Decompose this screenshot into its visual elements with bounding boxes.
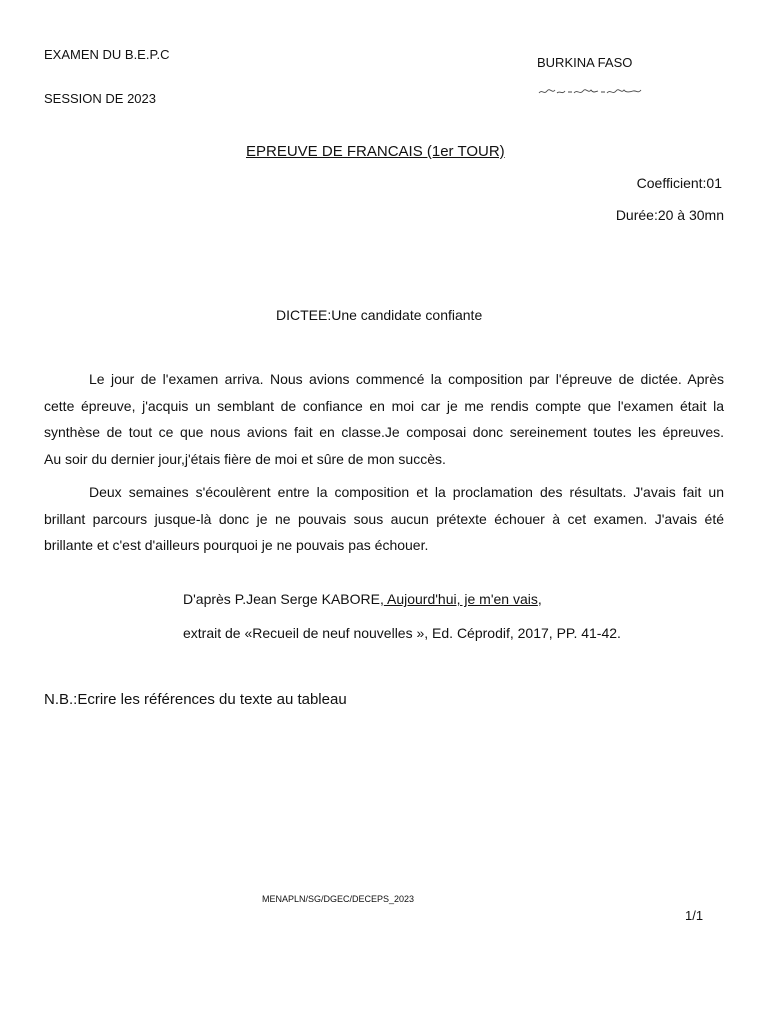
reference-author: D'après P.Jean Serge KABORE,: [183, 591, 384, 607]
footer-code: MENAPLN/SG/DGEC/DECEPS_2023: [262, 894, 415, 904]
page-number: 1/1: [685, 908, 704, 923]
exam-label: EXAMEN DU B.E.P.C: [44, 47, 170, 62]
paragraph-line: Au soir du dernier jour,j'étais fière de moi et sûre de mon succès.: [44, 450, 446, 467]
paragraph-line: cette épreuve, j'acquis un semblant de confiance en moi car je me rendis compte que l'examen était la: [44, 397, 724, 414]
exam-title: EPREUVE DE FRANCAIS (1er TOUR): [246, 143, 505, 160]
national-motto-image: [538, 87, 642, 96]
country-label: BURKINA FASO: [537, 55, 633, 70]
dictation-title: DICTEE:Une candidate confiante: [276, 307, 483, 323]
reference-book-title: Aujourd'hui, je m'en vais: [383, 591, 538, 607]
paragraph-line: Deux semaines s'écoulèrent entre la composition et la proclamation des résultats. J'avais fait un: [89, 484, 724, 500]
dictation-paragraph-2: [44, 479, 724, 559]
reference-comma: ,: [537, 591, 542, 607]
reference-extract: extrait de «Recueil de neuf nouvelles », Ed. Céprodif, 2017, PP. 41-42.: [183, 625, 621, 641]
teacher-note: N.B.:Ecrire les références du texte au tableau: [44, 691, 347, 708]
paragraph-line: brillante et c'est d'ailleurs pourquoi je ne pouvais pas échouer.: [44, 537, 429, 553]
paragraph-line: synthèse de tout ce que nous avions fait en classe.Je composai donc sereinement toutes les épreuves.: [44, 424, 724, 440]
dictation-paragraph-1: [44, 366, 724, 472]
session-label: SESSION DE 2023: [44, 91, 156, 106]
paragraph-line: brillant parcours jusque-là donc je ne pouvais sous aucun prétexte échouer à cet examen. J'avais été: [44, 510, 724, 527]
paragraph-line: Le jour de l'examen arriva. Nous avions commencé la composition par l'épreuve de dictée. Après: [89, 371, 724, 387]
duration-label: Durée:20 à 30mn: [615, 207, 724, 223]
coefficient-label: Coefficient:01: [636, 175, 722, 191]
text-reference: [183, 591, 542, 607]
